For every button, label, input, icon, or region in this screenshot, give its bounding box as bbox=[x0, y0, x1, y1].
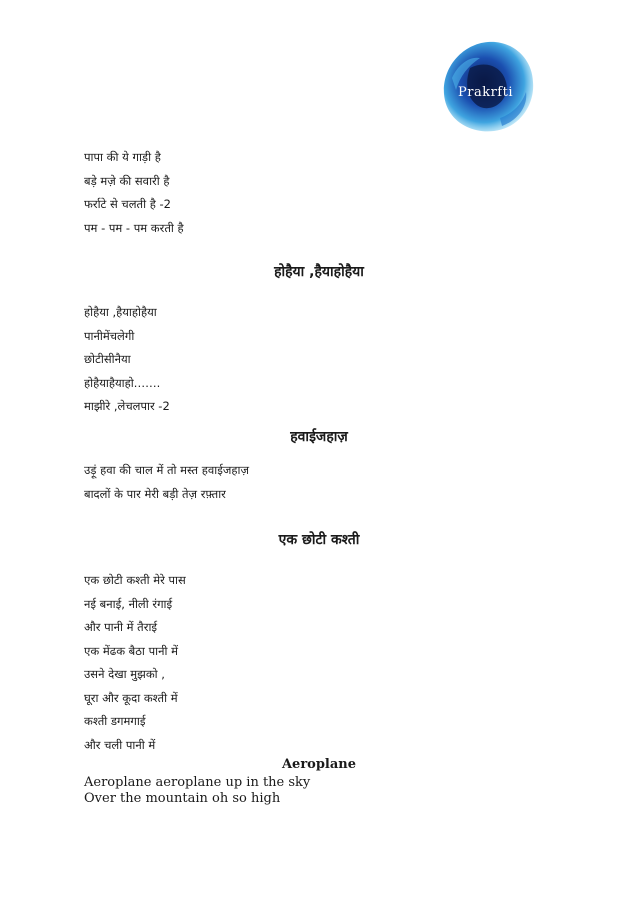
verse-line: पापा की ये गाड़ी है bbox=[84, 150, 161, 164]
verse-line: पानीमेंचलेगी bbox=[84, 328, 135, 343]
poem4-title: एक छोटी कश्ती bbox=[278, 532, 360, 548]
logo-text: Prakrfti bbox=[458, 85, 513, 100]
verse-line: फर्राटे से चलती है -2 bbox=[84, 197, 171, 211]
verse-line: घूरा और कूदा कश्ती में bbox=[84, 690, 178, 705]
verse-line: एक छोटी कश्ती मेरे पास bbox=[84, 573, 186, 587]
poem3-verse bbox=[84, 459, 249, 506]
verse-line: बादलों के पार मेरी बड़ी तेज़ रफ़्तार bbox=[84, 486, 226, 501]
verse-line: उसने देखा मुझको , bbox=[84, 667, 165, 681]
verse-line: एक मेंढक बैठा पानी में bbox=[84, 643, 178, 658]
verse-line: नई बनाई, नीली रंगाई bbox=[84, 596, 173, 611]
poem2-verse bbox=[84, 301, 170, 419]
verse-line: होहैयाहैयाहो……. bbox=[84, 375, 161, 390]
verse-line: और पानी में तैराई bbox=[84, 620, 158, 634]
verse-line: Over the mountain oh so high bbox=[84, 791, 281, 806]
verse-line: बड़े मज़े की सवारी है bbox=[84, 173, 170, 188]
poem3-title: हवाईजहाज़ bbox=[290, 429, 348, 445]
verse-line: और चली पानी में bbox=[84, 737, 156, 752]
verse-line: उड़ूं हवा की चाल में तो मस्त हवाईजहाज़ bbox=[84, 463, 250, 477]
verse-line: Aeroplane aeroplane up in the sky bbox=[84, 775, 311, 790]
verse-line: होहैया ,हैयाहोहैया bbox=[84, 305, 157, 319]
poem1-verse bbox=[84, 146, 184, 240]
verse-line: कश्ती डगमगाई bbox=[84, 714, 146, 728]
poem5-verse bbox=[84, 775, 310, 807]
poem2-title: होहैया ,हैयाहोहैया bbox=[274, 264, 364, 280]
verse-line: पम - पम - पम करती है bbox=[84, 220, 184, 235]
poem4-verse bbox=[84, 569, 186, 757]
poem5-title: Aeroplane bbox=[281, 757, 357, 772]
verse-line: माझीरे ,लेचलपार -2 bbox=[84, 399, 170, 413]
verse-line: छोटीसीनैया bbox=[84, 352, 131, 366]
